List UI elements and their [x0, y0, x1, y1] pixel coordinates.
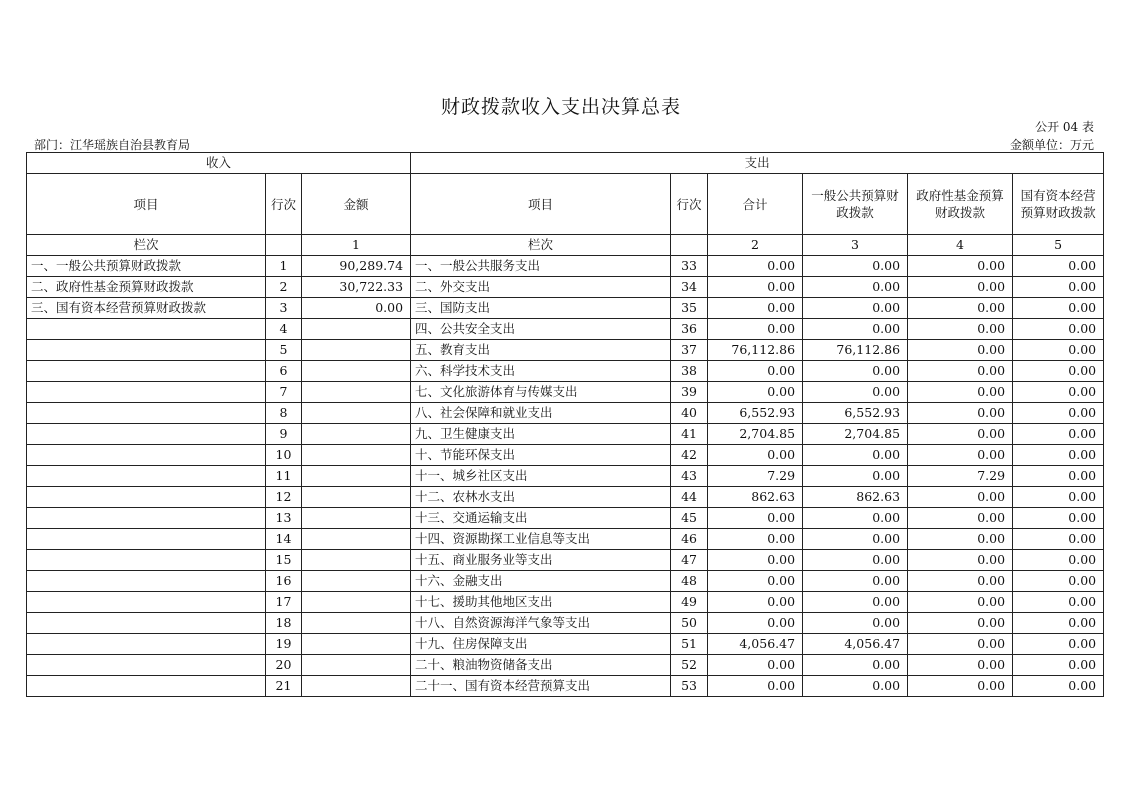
- total-amount: 0.00: [708, 319, 803, 340]
- income-row-no: 20: [266, 655, 302, 676]
- table-row: [27, 445, 1104, 466]
- table-row: [27, 277, 1104, 298]
- income-row-no: 7: [266, 382, 302, 403]
- total-amount: 0.00: [708, 382, 803, 403]
- index-5: 5: [1013, 235, 1104, 256]
- state-capital-amount: 0.00: [1013, 508, 1104, 529]
- income-amount: [302, 487, 411, 508]
- income-row-no: 9: [266, 424, 302, 445]
- state-capital-amount: 0.00: [1013, 466, 1104, 487]
- income-row-no: 1: [266, 256, 302, 277]
- expense-row-no: 52: [671, 655, 708, 676]
- expense-row-no: 36: [671, 319, 708, 340]
- income-item: [27, 508, 266, 529]
- general-budget-amount: 862.63: [803, 487, 908, 508]
- general-budget-amount: 2,704.85: [803, 424, 908, 445]
- income-amount: [302, 340, 411, 361]
- expense-row-no: 45: [671, 508, 708, 529]
- income-row-no: 13: [266, 508, 302, 529]
- income-amount: [302, 550, 411, 571]
- income-item: [27, 592, 266, 613]
- total-amount: 0.00: [708, 508, 803, 529]
- state-capital-amount: 0.00: [1013, 256, 1104, 277]
- income-item: 一、一般公共预算财政拨款: [27, 256, 266, 277]
- total-amount: 0.00: [708, 298, 803, 319]
- state-capital-amount: 0.00: [1013, 277, 1104, 298]
- state-capital-amount: 0.00: [1013, 634, 1104, 655]
- general-budget-amount: 0.00: [803, 550, 908, 571]
- income-lanci-row-blank: [266, 235, 302, 256]
- total-amount: 0.00: [708, 571, 803, 592]
- expense-item: 十、节能环保支出: [411, 445, 671, 466]
- fund-budget-amount: 0.00: [908, 277, 1013, 298]
- column-header-row: [27, 174, 1104, 235]
- expense-row-no: 47: [671, 550, 708, 571]
- fund-budget-amount: 0.00: [908, 571, 1013, 592]
- expense-row-no-header: 行次: [671, 174, 708, 235]
- section-header-row: [27, 153, 1104, 174]
- general-budget-amount: 0.00: [803, 466, 908, 487]
- income-amount: [302, 592, 411, 613]
- fund-budget-amount: 0.00: [908, 508, 1013, 529]
- income-item: [27, 613, 266, 634]
- state-capital-amount: 0.00: [1013, 592, 1104, 613]
- state-capital-amount: 0.00: [1013, 298, 1104, 319]
- general-budget-amount: 0.00: [803, 529, 908, 550]
- income-row-no: 16: [266, 571, 302, 592]
- table-row: [27, 592, 1104, 613]
- total-amount: 0.00: [708, 277, 803, 298]
- total-amount: 76,112.86: [708, 340, 803, 361]
- table-row: [27, 613, 1104, 634]
- general-budget-amount: 4,056.47: [803, 634, 908, 655]
- income-amount-header: 金额: [302, 174, 411, 235]
- total-amount: 0.00: [708, 676, 803, 697]
- department-label: 部门：江华瑶族自治县教育局: [34, 138, 191, 152]
- expense-item: 十八、自然资源海洋气象等支出: [411, 613, 671, 634]
- general-budget-amount: 0.00: [803, 382, 908, 403]
- expense-item: 七、文化旅游体育与传媒支出: [411, 382, 671, 403]
- state-capital-amount: 0.00: [1013, 424, 1104, 445]
- expense-row-no: 34: [671, 277, 708, 298]
- expense-lanci-row-blank: [671, 235, 708, 256]
- income-row-no: 2: [266, 277, 302, 298]
- state-capital-amount: 0.00: [1013, 319, 1104, 340]
- income-item: [27, 361, 266, 382]
- expense-item: 六、科学技术支出: [411, 361, 671, 382]
- fund-budget-amount: 0.00: [908, 655, 1013, 676]
- income-amount: [302, 403, 411, 424]
- column-index-row: [27, 235, 1104, 256]
- general-budget-amount: 0.00: [803, 319, 908, 340]
- expense-item: 十五、商业服务业等支出: [411, 550, 671, 571]
- expense-row-no: 49: [671, 592, 708, 613]
- state-capital-amount: 0.00: [1013, 445, 1104, 466]
- income-amount: [302, 361, 411, 382]
- income-amount: [302, 571, 411, 592]
- fund-budget-amount: 0.00: [908, 403, 1013, 424]
- expense-row-no: 53: [671, 676, 708, 697]
- fund-budget-amount: 0.00: [908, 613, 1013, 634]
- general-budget-amount: 0.00: [803, 676, 908, 697]
- total-header: 合计: [708, 174, 803, 235]
- expense-item: 二、外交支出: [411, 277, 671, 298]
- income-item: [27, 445, 266, 466]
- table-row: [27, 634, 1104, 655]
- expense-item: 八、社会保障和就业支出: [411, 403, 671, 424]
- total-amount: 6,552.93: [708, 403, 803, 424]
- general-budget-amount: 0.00: [803, 298, 908, 319]
- expense-item: 十九、住房保障支出: [411, 634, 671, 655]
- income-row-no: 11: [266, 466, 302, 487]
- income-amount: [302, 529, 411, 550]
- income-header: 收入: [27, 153, 411, 174]
- income-amount: 0.00: [302, 298, 411, 319]
- expense-item: 九、卫生健康支出: [411, 424, 671, 445]
- page-title: 财政拨款收入支出决算总表: [440, 96, 681, 118]
- expense-row-no: 50: [671, 613, 708, 634]
- general-budget-amount: 6,552.93: [803, 403, 908, 424]
- income-amount: [302, 613, 411, 634]
- table-row: [27, 550, 1104, 571]
- income-item: [27, 466, 266, 487]
- general-budget-amount: 0.00: [803, 277, 908, 298]
- total-amount: 4,056.47: [708, 634, 803, 655]
- general-budget-amount: 0.00: [803, 613, 908, 634]
- income-row-no-header: 行次: [266, 174, 302, 235]
- income-amount: [302, 508, 411, 529]
- expense-header: 支出: [411, 153, 1104, 174]
- fund-budget-amount: 0.00: [908, 298, 1013, 319]
- general-budget-amount: 0.00: [803, 592, 908, 613]
- table-row: [27, 466, 1104, 487]
- income-row-no: 14: [266, 529, 302, 550]
- total-amount: 0.00: [708, 655, 803, 676]
- table-row: [27, 340, 1104, 361]
- expense-item: 四、公共安全支出: [411, 319, 671, 340]
- index-1: 1: [302, 235, 411, 256]
- table-row: [27, 655, 1104, 676]
- general-budget-amount: 0.00: [803, 256, 908, 277]
- fund-budget-amount: 0.00: [908, 529, 1013, 550]
- state-capital-header: 国有资本经营预算财政拨款: [1013, 174, 1104, 235]
- index-3: 3: [803, 235, 908, 256]
- expense-item: 十二、农林水支出: [411, 487, 671, 508]
- income-row-no: 21: [266, 676, 302, 697]
- general-budget-amount: 0.00: [803, 655, 908, 676]
- income-item: [27, 529, 266, 550]
- table-row: [27, 382, 1104, 403]
- table-row: [27, 508, 1104, 529]
- expense-item: 五、教育支出: [411, 340, 671, 361]
- total-amount: 0.00: [708, 361, 803, 382]
- expense-item: 三、国防支出: [411, 298, 671, 319]
- table-row: [27, 424, 1104, 445]
- expense-row-no: 37: [671, 340, 708, 361]
- general-budget-amount: 0.00: [803, 571, 908, 592]
- income-item: [27, 487, 266, 508]
- expense-item: 十一、城乡社区支出: [411, 466, 671, 487]
- total-amount: 2,704.85: [708, 424, 803, 445]
- income-amount: 30,722.33: [302, 277, 411, 298]
- expense-row-no: 42: [671, 445, 708, 466]
- income-item: [27, 340, 266, 361]
- expense-row-no: 48: [671, 571, 708, 592]
- expense-item: 十三、交通运输支出: [411, 508, 671, 529]
- expense-lanci: 栏次: [411, 235, 671, 256]
- income-row-no: 15: [266, 550, 302, 571]
- expense-row-no: 46: [671, 529, 708, 550]
- table-row: [27, 256, 1104, 277]
- table-row: [27, 487, 1104, 508]
- general-budget-amount: 0.00: [803, 508, 908, 529]
- table-row: [27, 361, 1104, 382]
- index-2: 2: [708, 235, 803, 256]
- fund-budget-amount: 0.00: [908, 361, 1013, 382]
- table-row: [27, 319, 1104, 340]
- table-row: [27, 676, 1104, 697]
- income-amount: [302, 466, 411, 487]
- income-amount: [302, 634, 411, 655]
- income-item: [27, 655, 266, 676]
- fund-budget-amount: 0.00: [908, 676, 1013, 697]
- total-amount: 0.00: [708, 613, 803, 634]
- income-amount: [302, 319, 411, 340]
- income-row-no: 19: [266, 634, 302, 655]
- fund-budget-amount: 0.00: [908, 592, 1013, 613]
- income-amount: [302, 445, 411, 466]
- expense-row-no: 39: [671, 382, 708, 403]
- expense-item: 十七、援助其他地区支出: [411, 592, 671, 613]
- fund-budget-amount: 0.00: [908, 550, 1013, 571]
- fund-budget-amount: 0.00: [908, 340, 1013, 361]
- income-row-no: 6: [266, 361, 302, 382]
- fund-budget-amount: 0.00: [908, 634, 1013, 655]
- income-item: [27, 550, 266, 571]
- table-row: [27, 571, 1104, 592]
- total-amount: 862.63: [708, 487, 803, 508]
- income-amount: [302, 676, 411, 697]
- income-row-no: 17: [266, 592, 302, 613]
- income-amount: [302, 424, 411, 445]
- income-row-no: 10: [266, 445, 302, 466]
- index-4: 4: [908, 235, 1013, 256]
- expense-row-no: 33: [671, 256, 708, 277]
- total-amount: 0.00: [708, 550, 803, 571]
- income-item-header: 项目: [27, 174, 266, 235]
- expense-row-no: 41: [671, 424, 708, 445]
- table-row: [27, 529, 1104, 550]
- state-capital-amount: 0.00: [1013, 613, 1104, 634]
- income-item: 三、国有资本经营预算财政拨款: [27, 298, 266, 319]
- income-item: [27, 382, 266, 403]
- income-item: [27, 424, 266, 445]
- income-amount: [302, 655, 411, 676]
- expense-row-no: 51: [671, 634, 708, 655]
- state-capital-amount: 0.00: [1013, 571, 1104, 592]
- state-capital-amount: 0.00: [1013, 403, 1104, 424]
- general-budget-header: 一般公共预算财政拨款: [803, 174, 908, 235]
- expense-item-header: 项目: [411, 174, 671, 235]
- fund-budget-amount: 0.00: [908, 424, 1013, 445]
- income-item: [27, 634, 266, 655]
- state-capital-amount: 0.00: [1013, 529, 1104, 550]
- fund-budget-amount: 7.29: [908, 466, 1013, 487]
- table-row: [27, 298, 1104, 319]
- income-item: [27, 571, 266, 592]
- expense-item: 十六、金融支出: [411, 571, 671, 592]
- state-capital-amount: 0.00: [1013, 655, 1104, 676]
- expense-row-no: 44: [671, 487, 708, 508]
- general-budget-amount: 76,112.86: [803, 340, 908, 361]
- general-budget-amount: 0.00: [803, 445, 908, 466]
- income-row-no: 12: [266, 487, 302, 508]
- general-budget-amount: 0.00: [803, 361, 908, 382]
- expense-row-no: 38: [671, 361, 708, 382]
- income-item: [27, 403, 266, 424]
- state-capital-amount: 0.00: [1013, 487, 1104, 508]
- expense-item: 二十、粮油物资储备支出: [411, 655, 671, 676]
- income-item: 二、政府性基金预算财政拨款: [27, 277, 266, 298]
- income-row-no: 4: [266, 319, 302, 340]
- income-row-no: 5: [266, 340, 302, 361]
- fund-budget-amount: 0.00: [908, 445, 1013, 466]
- state-capital-amount: 0.00: [1013, 676, 1104, 697]
- income-item: [27, 676, 266, 697]
- expense-item: 二十一、国有资本经营预算支出: [411, 676, 671, 697]
- fund-budget-amount: 0.00: [908, 256, 1013, 277]
- income-amount: [302, 382, 411, 403]
- income-row-no: 3: [266, 298, 302, 319]
- budget-summary-table: [26, 152, 1104, 697]
- income-item: [27, 319, 266, 340]
- income-lanci: 栏次: [27, 235, 266, 256]
- total-amount: 0.00: [708, 445, 803, 466]
- total-amount: 0.00: [708, 592, 803, 613]
- expense-row-no: 35: [671, 298, 708, 319]
- state-capital-amount: 0.00: [1013, 361, 1104, 382]
- state-capital-amount: 0.00: [1013, 340, 1104, 361]
- total-amount: 7.29: [708, 466, 803, 487]
- fund-budget-amount: 0.00: [908, 487, 1013, 508]
- income-amount: 90,289.74: [302, 256, 411, 277]
- state-capital-amount: 0.00: [1013, 382, 1104, 403]
- income-row-no: 18: [266, 613, 302, 634]
- amount-unit-label: 金额单位：万元: [1009, 138, 1094, 152]
- total-amount: 0.00: [708, 256, 803, 277]
- form-number: 公开 04 表: [1035, 120, 1094, 134]
- fund-budget-header: 政府性基金预算财政拨款: [908, 174, 1013, 235]
- fund-budget-amount: 0.00: [908, 319, 1013, 340]
- expense-item: 一、一般公共服务支出: [411, 256, 671, 277]
- state-capital-amount: 0.00: [1013, 550, 1104, 571]
- table-row: [27, 403, 1104, 424]
- expense-item: 十四、资源勘探工业信息等支出: [411, 529, 671, 550]
- expense-row-no: 43: [671, 466, 708, 487]
- income-row-no: 8: [266, 403, 302, 424]
- total-amount: 0.00: [708, 529, 803, 550]
- fund-budget-amount: 0.00: [908, 382, 1013, 403]
- expense-row-no: 40: [671, 403, 708, 424]
